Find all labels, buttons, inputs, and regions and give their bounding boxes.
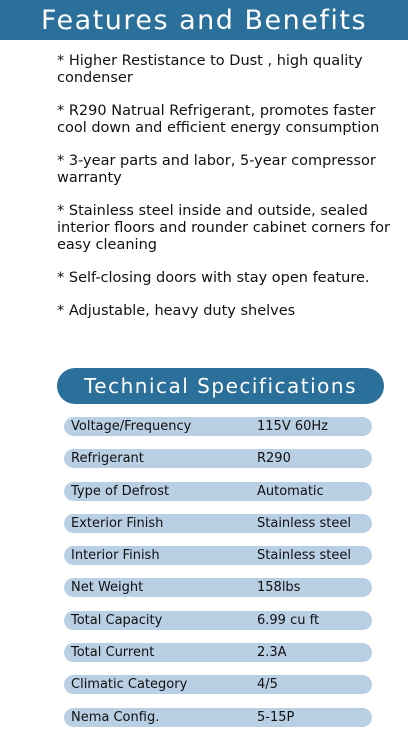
spec-value: Stainless steel — [257, 515, 351, 531]
spec-value: 5-15P — [257, 709, 295, 725]
specs-title: Technical Specifications — [83, 374, 358, 398]
spec-label: Net Weight — [71, 580, 144, 596]
spec-row — [64, 546, 372, 565]
features-list — [57, 53, 397, 336]
spec-label: Total Current — [71, 645, 155, 661]
spec-label: Refrigerant — [71, 451, 144, 467]
spec-value: Stainless steel — [257, 548, 351, 564]
specs-header — [57, 368, 384, 404]
spec-row — [64, 675, 372, 694]
feature-item: * R290 Natrual Refrigerant, promotes faster cool down and efficient energy consumption — [57, 103, 380, 136]
spec-label: Interior Finish — [71, 548, 160, 564]
spec-value: Automatic — [257, 483, 324, 499]
spec-label: Nema Config. — [71, 709, 160, 725]
spec-label: Type of Defrost — [71, 483, 170, 499]
spec-value: 2.3A — [257, 645, 287, 661]
spec-label: Total Capacity — [71, 612, 163, 628]
features-title: Features and Benefits — [40, 4, 368, 36]
spec-value: 158lbs — [257, 580, 301, 596]
feature-item: * Adjustable, heavy duty shelves — [57, 303, 296, 319]
feature-item: * 3-year parts and labor, 5-year compressor warranty — [57, 153, 376, 186]
spec-value: 6.99 cu ft — [257, 612, 320, 628]
spec-value: 4/5 — [257, 677, 278, 693]
features-header — [0, 0, 408, 40]
spec-label: Voltage/Frequency — [71, 419, 192, 434]
spec-row — [64, 449, 372, 468]
spec-row — [64, 482, 372, 501]
spec-row — [64, 578, 372, 597]
feature-item: * Self-closing doors with stay open feature. — [57, 270, 370, 286]
spec-label: Climatic Category — [71, 677, 188, 693]
spec-label: Exterior Finish — [71, 515, 164, 531]
specs-table — [64, 417, 372, 740]
spec-row — [64, 417, 372, 436]
spec-row — [64, 643, 372, 662]
spec-value: R290 — [257, 451, 291, 467]
feature-item: * Stainless steel inside and outside, sealed interior floors and rounder cabinet corners for easy cleaning — [57, 203, 390, 253]
spec-value: 115V 60Hz — [257, 419, 328, 434]
spec-row — [64, 611, 372, 630]
spec-row — [64, 708, 372, 727]
spec-row — [64, 514, 372, 533]
feature-item: * Higher Restistance to Dust , high quality condenser — [57, 53, 363, 86]
